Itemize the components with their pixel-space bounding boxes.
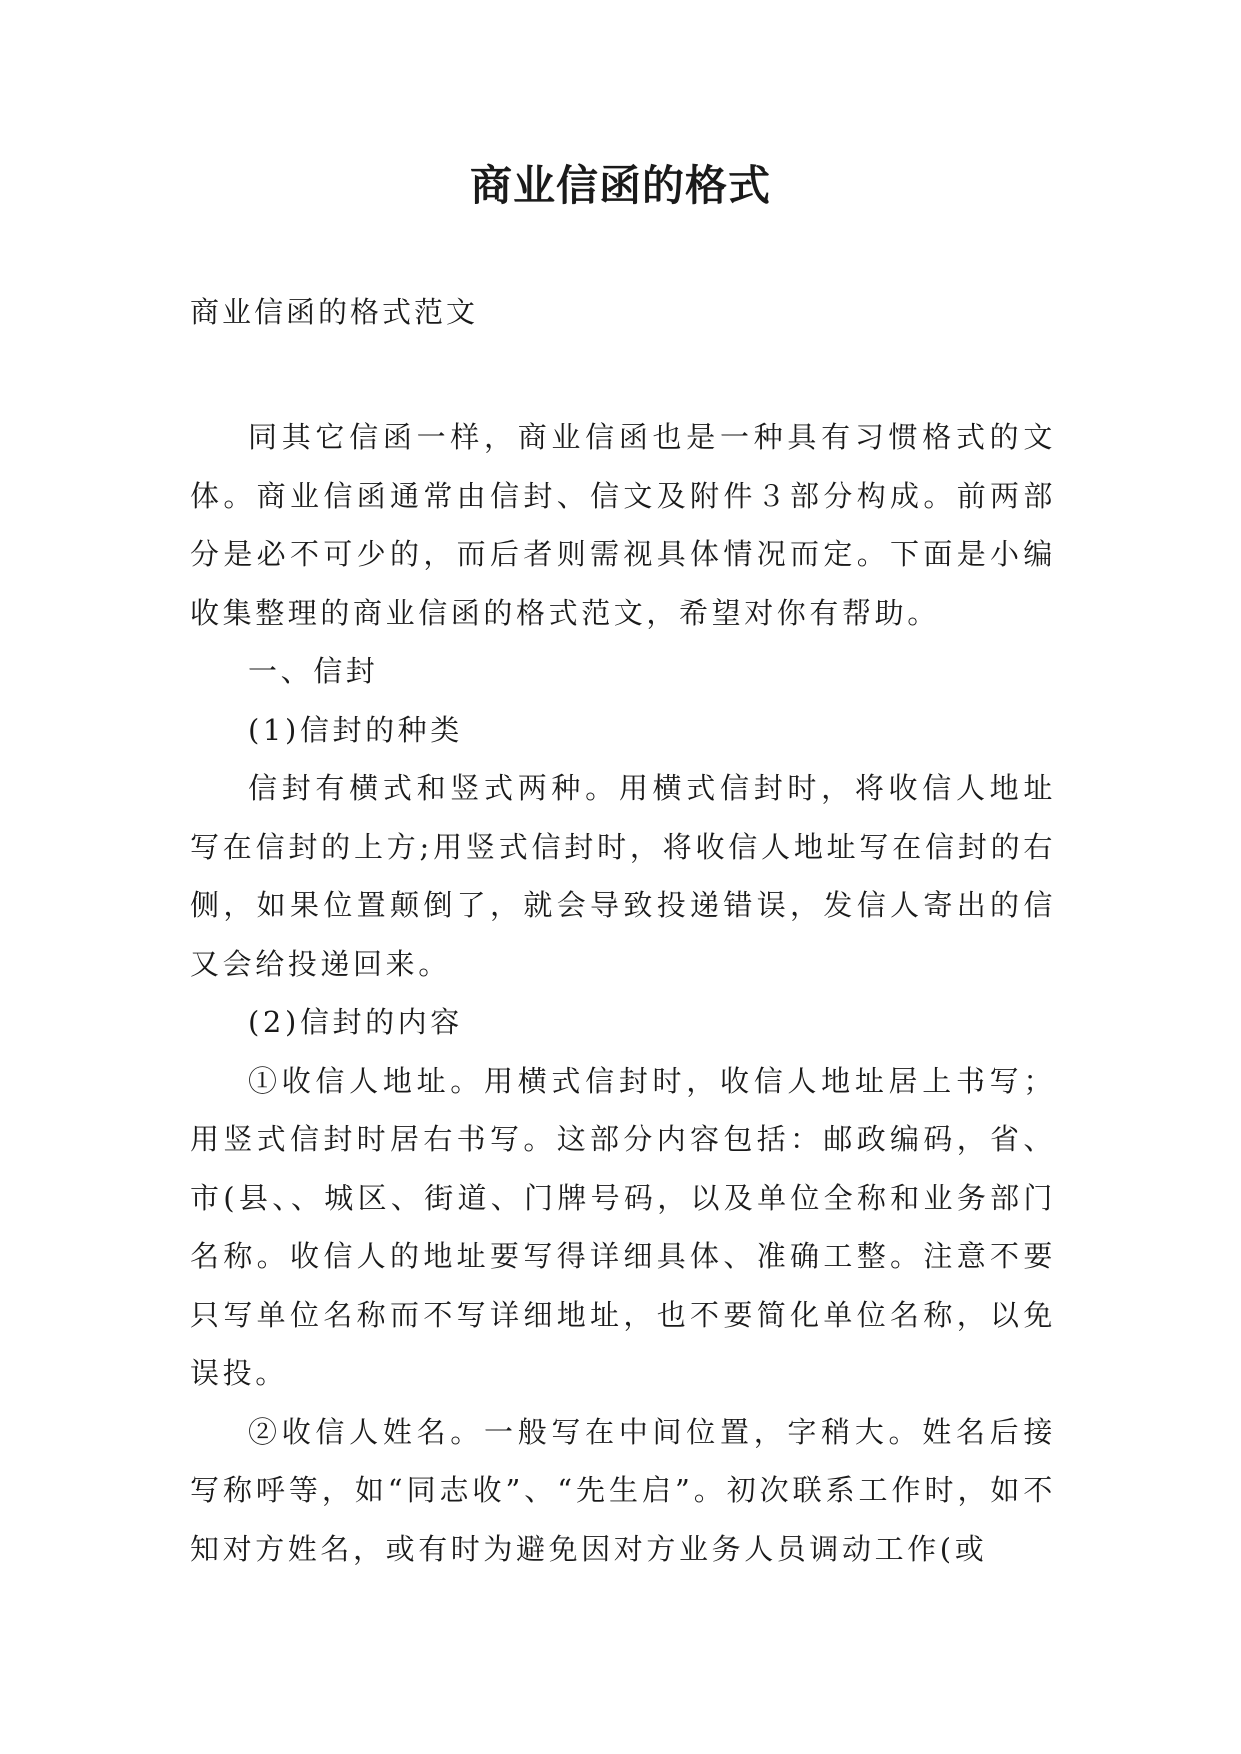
document-body [190, 408, 1056, 1578]
paragraph-envelope-types: 信封有横式和竖式两种。用横式信封时，将收信人地址写在信封的上方;用竖式信封时，将收信人地址写在信封的右侧，如果位置颠倒了，就会导致投递错误，发信人寄出的信又会给投递回来。 [190, 771, 1056, 981]
subheading-envelope-content: (2)信封的内容 [248, 1005, 463, 1039]
paragraph-recipient-address: ①收信人地址。用横式信封时，收信人地址居上书写；用竖式信封时居右书写。这部分内容包括：邮政编码，省、市(县、、城区、街道、门牌号码，以及单位全称和业务部门名称。收信人的地址要写得详细具体、准确工整。注意不要只写单位名称而不写详细地址，也不要简化单位名称，以免误投。 [190, 1063, 1056, 1390]
document-subtitle: 商业信函的格式范文 [190, 295, 479, 329]
paragraph-intro: 同其它信函一样，商业信函也是一种具有习惯格式的文体。商业信函通常由信封、信文及附件３部分构成。前两部分是必不可少的，而后者则需视具体情况而定。下面是小编收集整理的商业信函的格式范文，希望对你有帮助。 [190, 420, 1056, 630]
section-heading-envelope: 一、信封 [248, 654, 379, 688]
document-title: 商业信函的格式 [469, 161, 771, 210]
paragraph-recipient-name: ②收信人姓名。一般写在中间位置，字稍大。姓名后接写称呼等，如“同志收”、“先生启”。初次联系工作时，如不知对方姓名，或有时为避免因对方业务人员调动工作(或 [190, 1414, 1056, 1566]
subheading-envelope-types: (1)信封的种类 [248, 712, 463, 747]
